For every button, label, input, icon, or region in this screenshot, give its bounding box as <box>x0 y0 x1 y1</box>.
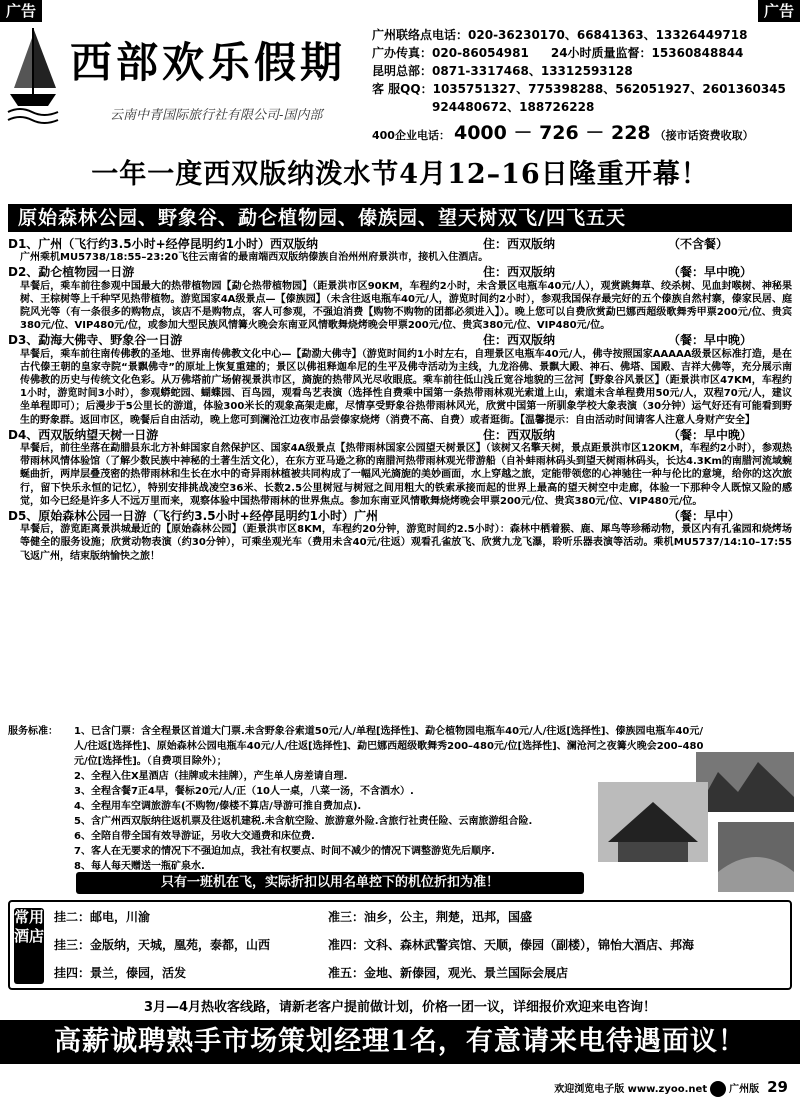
day-meal: （不含餐） <box>668 237 729 251</box>
contact-row-fax: 广办传真：020-86054981 24小时质量监督：15360848844 <box>372 46 744 60</box>
contact-row-km: 昆明总部：0871-3317468、13312593128 <box>372 64 633 78</box>
sailboat-logo-icon <box>6 26 60 126</box>
day-text: 早餐后，乘车前往南传佛教的圣地、世界南传佛教文化中心—【勐泐大佛寺】（游览时间约1小时左右，自理景区电瓶车40元/人，佛寺按照国家AAAAA级景区标准打造，是在古代傣王朝的皇家寺院“景飘佛寺”的原址上恢复重建的；景区以佛祖释迦牟尼的生平及佛寺活动为主线，九龙浴佛、景飘大殿、神石、佛塔、国殿、吉祥大佛等，充分展示南传佛教的历史与传统文化色彩。从万佛塔前广场俯视景洪市区，旖旎的热带风光尽收眼底。乘车前往低山浅丘宽谷地貌的三岔河【野象谷风景区】（距景洪市区47KM，车程约1小时，游览时间3小时），参观蟒蛇园、蝴蝶园、百鸟园，观看鸟艺表演（选择性自费乘中国第一条热带雨林观光索道上山，索道未含单程费用50元/人，双程70元/人，建议坐单程即可）；后漫步于5公里长的游道，体验300米长的观象高架走廊，尽情享受野象谷热带雨林风光，欣赏中国第一所驯象学校大象表演（30分钟）运气好还有可能看到野生的野象群。返回市区，晚餐后自由活动，晚上您可到澜沧江边夜市品尝傣家烧烤（消费不高、自费）或者逛街。【温馨提示：自由活动时间请客人注意人身财产安全】 <box>20 348 792 426</box>
scenery-photos <box>598 752 794 892</box>
route-banner: 原始森林公园、野象谷、勐仑植物园、傣族园、望天树双飞/四飞五天 <box>8 204 792 232</box>
day-5 <box>8 510 792 563</box>
day-title: D1、广州（飞行约3.5小时+经停昆明约1小时）西双版纳 <box>8 237 318 251</box>
day-meal: （餐：早中晚） <box>668 427 753 442</box>
itinerary <box>8 236 792 563</box>
day-2 <box>8 266 792 332</box>
flight-notice: 只有一班机在飞，实际折扣以用名单控下的机位折扣为准！ <box>76 872 584 894</box>
site-logo-icon <box>710 1081 726 1097</box>
service-item: 1、已含门票：含全程景区首道大门票.未含野象谷索道50元/人/单程[选择性]、勐仑植物园电瓶车40元/人/往返[选择性]、傣族园电瓶车40元/人/往返[选择性]、原始森林公园电瓶车40元/人/往返[选择性]、勐巴娜西超级歌舞秀200–480元/位[选择性]、澜沧河之夜篝火晚会200–480元/位[选择性]。（自费项目除外）； <box>74 726 704 767</box>
hotel-row: 挂二：邮电，川渝 准三：油乡，公主，荆楚，迅邦，国盛 <box>54 910 533 924</box>
ad-label-left: 广告 <box>0 0 42 22</box>
day-stay: 住：西双版纳 <box>483 265 556 280</box>
footer-edition: 广州版 <box>729 1084 760 1095</box>
hotel-row: 挂三：金版纳，天城，凰苑，泰都，山西 准四：文科、森林武警宾馆、天顺，傣园（副楼），锦怡大酒店、邦海 <box>54 938 695 952</box>
day-1 <box>8 238 792 264</box>
footer <box>554 1078 788 1097</box>
contact-row-qq: 客 服QQ：1035751327、775398288、562051927、2601360345 <box>372 82 786 96</box>
service-item: 6、全陪自带全国有效导游证，另收大交通费和床位费. <box>74 831 315 842</box>
day-meal: （餐：早中晚） <box>668 265 753 280</box>
service-item: 7、客人在无要求的情况下不强迫加点，我社有权要点、时间不减少的情况下调整游览先后顺序. <box>74 846 495 857</box>
day-text: 广州乘机MU5738/18:55–23:20飞往云南省的最南端西双版纳傣族自治州州府景洪市，接机入住酒店。 <box>20 252 489 264</box>
day-stay: 住：西双版纳 <box>483 333 556 348</box>
day-text: 早餐后，前往坐落在勐腊县东北方补蚌国家自然保护区、国家4A级景点【热带雨林国家公园望天树景区】（该树又名擎天树，景点距景洪市区120KM，车程约2小时），参观热带雨林风情体验馆（了解少数民族中神秘的土著生活文化），在东方亚马逊之称的南腊河热带雨林观光带游船（自补蚌雨林码头到望天树雨林码头，长达4.3Km的南腊河流域蜿蜒曲折，两岸层叠茂密的热带雨林和生长在水中的奇异雨林植被共同构成了一幅风光旖旎的美妙画面，水上穿越之旅，定能带领您的心神驰往一种与伦比的意境，给你的这次旅行，留下快乐永恒的记忆），特别安排挑战凌空36米、长数2.5公里树冠与树冠之间用粗大的铁索承接而起的世界上最高的望天树空中走廊，体验一下那种令人既惊又险的感觉，如今已经是许多人不远万里而来，观察体验中国热带雨林的世界焦点。参加东南亚风情歌舞烧烤晚会甲票200元/位、贵宾380元/位、VIP480元/位。 <box>20 443 792 507</box>
hotline-label: 400企业电话： <box>372 129 450 142</box>
hotel-row: 挂四：景兰，傣园，活发 准五：金地、新傣园，观光、景兰国际会展店 <box>54 966 569 980</box>
day-4 <box>8 429 792 508</box>
hotline <box>372 118 754 145</box>
headline: 一年一度西双版纳泼水节4月12–16日隆重开幕！ <box>91 159 709 190</box>
contact-block <box>372 26 792 116</box>
day-text: 早餐后，乘车前往参观中国最大的热带植物园【勐仑热带植物园】（距景洪市区90KM，车程约2小时，未含景区电瓶车40元/人），观赏跳舞草、绞杀树、见血封喉树、神秘果树、王棕树等上千种罕见热带植物。游览国家4A级景点—【傣族园】（未含往返电瓶车40元/人，游览时间约2小时），参观我国保存最完好的五个傣族自然村寨，傣家民居、庭院风光等（有一条很多的购物点，该店不是购物点，客人可参观，不强迫消费【购物不购物的团都必须进入】）。晚上您可以自费欣赏勐巴娜西超级歌舞秀甲票200元/位、贵宾380元/位、VIP480元/位，或参加大型民族风情篝火晚会东南亚风情歌舞烧烤晚会甲票200元/位、贵宾380元/位、VIP480元/位。 <box>20 280 792 332</box>
day-meal: （餐：早中） <box>668 509 741 524</box>
service-label: 服务标准： <box>8 726 58 737</box>
company-name: 云南中青国际旅行社有限公司-国内部 <box>110 108 323 123</box>
day-title: D3、勐海大佛寺、野象谷一日游 <box>8 333 183 348</box>
service-item: 2、全程入住X星酒店（挂牌或未挂牌），产生单人房差请自理. <box>74 771 348 782</box>
day-stay: 住：西双版纳 <box>483 237 556 251</box>
hotline-number: 4000 － 726 － 228 <box>453 122 651 144</box>
hotel-label: 常用酒店 <box>14 908 44 984</box>
day-text: 早餐后，游览距离景洪城最近的【原始森林公园】（距景洪市区8KM，车程约20分钟，游览时间约2.5小时）：森林中栖着猴、鹿、犀鸟等珍稀动物，景区内有孔雀园和烧烤场等健全的服务设施；欣赏动物表演（约30分钟），可乘坐观光车（费用未含40元/往返）观看孔雀放飞、欣赏九龙飞瀑，聆听乐器表演等活动。乘机MU5737/14:10–17:55飞返广州，结束版纳愉快之旅！ <box>20 524 792 562</box>
service-item: 3、全程含餐7正4早，餐标20元/人/正（10人一桌，八菜一汤，不含酒水）. <box>74 786 414 797</box>
day-title: D4、西双版纳望天树一日游 <box>8 427 159 442</box>
service-item: 8、每人每天赠送一瓶矿泉水. <box>74 861 205 872</box>
contact-row-gz: 广州联络点电话：020-36230170、66841363、13326449718 <box>372 28 748 42</box>
day-3 <box>8 334 792 426</box>
ad-label-right: 广告 <box>758 0 800 22</box>
brand-title: 西部欢乐假期 <box>70 38 347 87</box>
spring-note: 3月—4月热收客线路，请新老客户提前做计划，价格一团一议，详细报价欢迎来电咨询！ <box>143 1000 657 1015</box>
day-title: D2、勐仑植物园一日游 <box>8 265 135 280</box>
footer-text: 欢迎浏览电子版 www.zyoo.net <box>554 1084 708 1095</box>
day-meal: （餐：早中晚） <box>668 333 753 348</box>
service-item: 4、全程用车空调旅游车(不购物/傣楼不算店/导游可推自费加点). <box>74 801 362 812</box>
day-stay: 住：西双版纳 <box>483 427 556 442</box>
service-item: 5、含广州西双版纳往返机票及往返机建税.未含航空险、旅游意外险.含旅行社责任险、云南旅游组合险. <box>74 816 533 827</box>
recruit-banner: 高薪诚聘熟手市场策划经理1名，有意请来电待遇面议！ <box>0 1020 800 1064</box>
hotline-note: （接市话资费收取） <box>654 129 754 142</box>
hotel-box <box>8 900 792 990</box>
contact-row-qq2: 924480672、188726228 <box>432 100 595 114</box>
page-number: 29 <box>767 1078 788 1096</box>
day-title: D5、原始森林公园一日游（飞行约3.5小时+经停昆明约1小时）广州 <box>8 509 378 524</box>
